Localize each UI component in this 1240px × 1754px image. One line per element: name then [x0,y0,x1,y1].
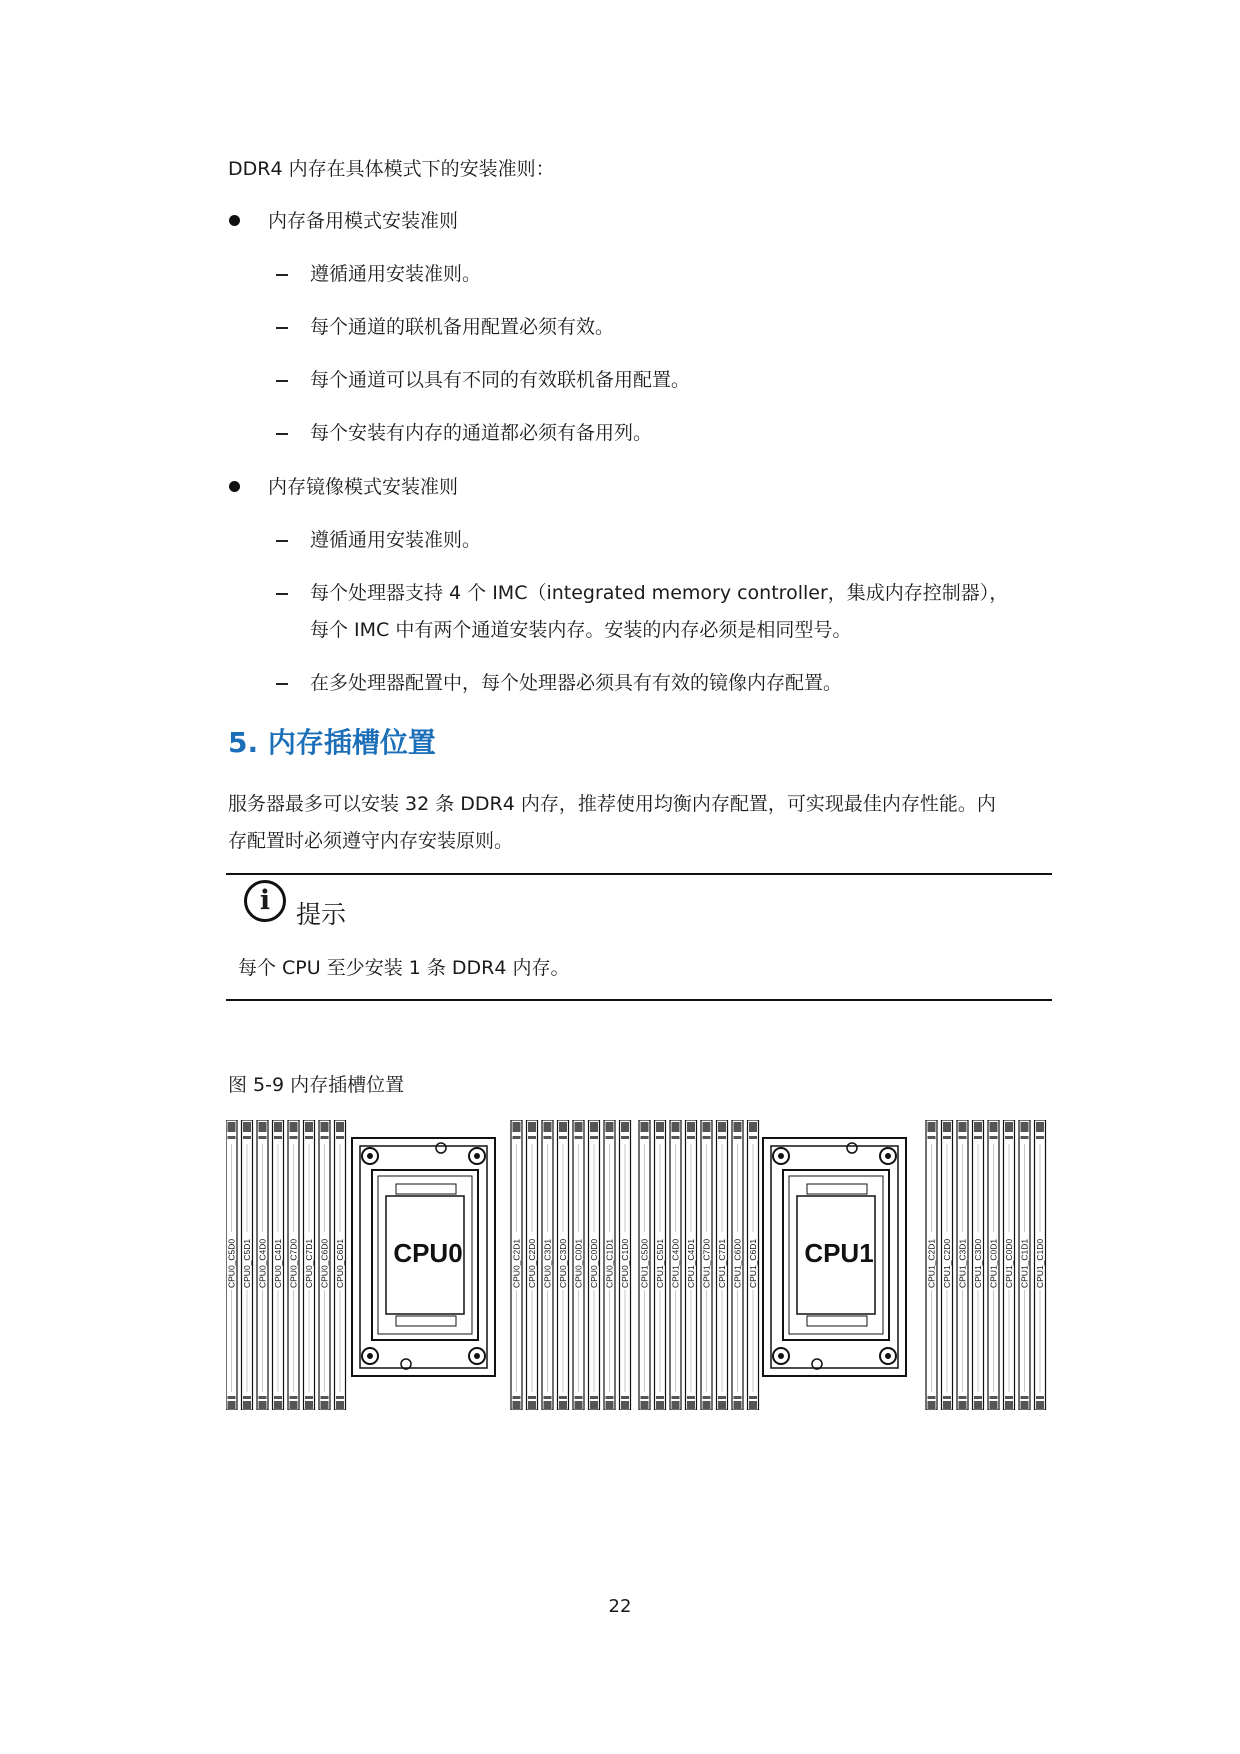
list-item: 每个通道的联机备用配置必须有效。 [310,316,615,338]
dimm-slot-label: CPU0_C5D0 [226,1238,237,1288]
note-text: 每个 CPU 至少安装 1 条 DDR4 内存。 [238,957,570,979]
dimm-slot [1035,1120,1046,1410]
dimm-slot [748,1120,759,1410]
list-item-continuation: 每个 IMC 中有两个通道安装内存。安装的内存必须是相同型号。 [310,619,852,641]
cpu-socket-0 [352,1138,495,1376]
list-item: 每个处理器支持 4 个 IMC（integrated memory controller，集成内存控制器）， [310,582,1009,604]
dimm-slot-label: CPU1_C5D1 [655,1238,665,1288]
dimm-slot [511,1120,522,1410]
dash-marker [276,274,288,276]
dimm-slot-label: CPU1_C7D1 [717,1238,727,1288]
dimm-slot [732,1120,743,1410]
list-item: 每个安装有内存的通道都必须有备用列。 [310,422,653,444]
cpu0-label: CPU0 [393,1238,463,1268]
dimm-slot-label: CPU1_C6D0 [732,1238,743,1288]
list-item: 在多处理器配置中，每个处理器必须具有有效的镜像内存配置。 [310,672,843,694]
memory-slot-diagram [226,1120,1052,1410]
dimm-slot-label: CPU1_C2D1 [926,1238,937,1288]
dimm-slot-label: CPU1_C0D0 [1004,1238,1014,1288]
dimm-slot [701,1120,712,1410]
dimm-slot [655,1120,666,1410]
dimm-slot [717,1120,728,1410]
dimm-slot [670,1120,681,1410]
dimm-slot [639,1120,650,1410]
dash-marker [276,540,288,542]
dimm-slot [319,1120,330,1410]
note-bottom-rule [226,999,1052,1001]
dimm-slot-label: CPU1_C7D0 [701,1238,712,1288]
dimm-slot [957,1120,968,1410]
dimm-slot-label: CPU1_C3D1 [957,1238,968,1288]
dimm-slot [558,1120,569,1410]
dimm-slot [335,1120,346,1410]
list-item: 每个通道可以具有不同的有效联机备用配置。 [310,369,691,391]
dimm-slot-label: CPU0_C2D1 [511,1238,522,1288]
dash-marker [276,593,288,595]
info-icon: i [244,880,286,922]
body-paragraph-line: 服务器最多可以安装 32 条 DDR4 内存，推荐使用均衡内存配置，可实现最佳内存性能。内 [228,793,996,815]
note-title: 提示 [296,900,347,929]
cpu1-label: CPU1 [804,1238,874,1268]
dimm-slot [589,1120,600,1410]
dimm-slot-label: CPU0_C7D0 [288,1238,299,1288]
dimm-slot-label: CPU1_C4D0 [670,1238,681,1288]
dimm-slot [304,1120,315,1410]
dimm-slot [573,1120,584,1410]
bullet-dot [229,481,240,492]
dimm-slot [973,1120,984,1410]
note-top-rule [226,873,1052,875]
dimm-slot [242,1120,253,1410]
dimm-slot-label: CPU0_C4D1 [273,1238,283,1288]
dimm-slot-label: CPU0_C7D1 [304,1238,314,1288]
cpu-socket-1 [763,1138,906,1376]
dimm-slot-label: CPU1_C1D1 [1019,1238,1030,1288]
page-number: 22 [608,1596,632,1617]
dimm-slot [988,1120,999,1410]
dimm-slot-label: CPU1_C1D0 [1035,1238,1045,1288]
dimm-slot [542,1120,553,1410]
section-title: 内存镜像模式安装准则 [268,476,459,498]
dimm-slot [273,1120,284,1410]
figure-caption: 图 5-9 内存插槽位置 [228,1074,405,1096]
dimm-slot-label: CPU0_C4D0 [257,1238,268,1288]
dimm-slot [926,1120,937,1410]
dash-marker [276,380,288,382]
dash-marker [276,433,288,435]
dimm-slot [686,1120,697,1410]
dimm-slot-label: CPU0_C3D1 [542,1238,553,1288]
dimm-slot-label: CPU0_C6D0 [319,1238,330,1288]
dimm-slot-label: CPU0_C1D0 [620,1238,630,1288]
dash-marker [276,327,288,329]
dimm-slot-label: CPU1_C2D0 [942,1238,952,1288]
list-item: 遵循通用安装准则。 [310,263,482,285]
dimm-slot [527,1120,538,1410]
dimm-slot [257,1120,268,1410]
dimm-slot-label: CPU1_C6D1 [748,1238,758,1288]
dimm-slot [1004,1120,1015,1410]
dimm-slot-label: CPU0_C0D0 [589,1238,599,1288]
dash-marker [276,683,288,685]
dimm-slot [226,1120,237,1410]
list-item: 遵循通用安装准则。 [310,529,482,551]
dimm-slot [942,1120,953,1410]
dimm-slot-label: CPU0_C3D0 [558,1238,568,1288]
bullet-dot [229,215,240,226]
dimm-slot-label: CPU0_C2D0 [527,1238,537,1288]
dimm-slot-label: CPU0_C5D1 [242,1238,252,1288]
section-title: 内存备用模式安装准则 [268,210,459,232]
dimm-slot-label: CPU1_C0D1 [988,1238,999,1288]
dimm-slot-label: CPU1_C4D1 [686,1238,696,1288]
dimm-slot-label: CPU0_C6D1 [335,1238,345,1288]
dimm-slot [620,1120,631,1410]
dimm-slot-label: CPU0_C0D1 [573,1238,584,1288]
dimm-slot [1019,1120,1030,1410]
dimm-slot [604,1120,615,1410]
intro-text: DDR4 内存在具体模式下的安装准则： [228,158,555,180]
dimm-slot-label: CPU1_C3D0 [973,1238,983,1288]
dimm-slot-label: CPU0_C1D1 [604,1238,615,1288]
dimm-slot-label: CPU1_C5D0 [639,1238,650,1288]
body-paragraph-line: 存配置时必须遵守内存安装原则。 [228,830,514,852]
section-heading: 5. 内存插槽位置 [228,726,436,759]
dimm-slot [288,1120,299,1410]
